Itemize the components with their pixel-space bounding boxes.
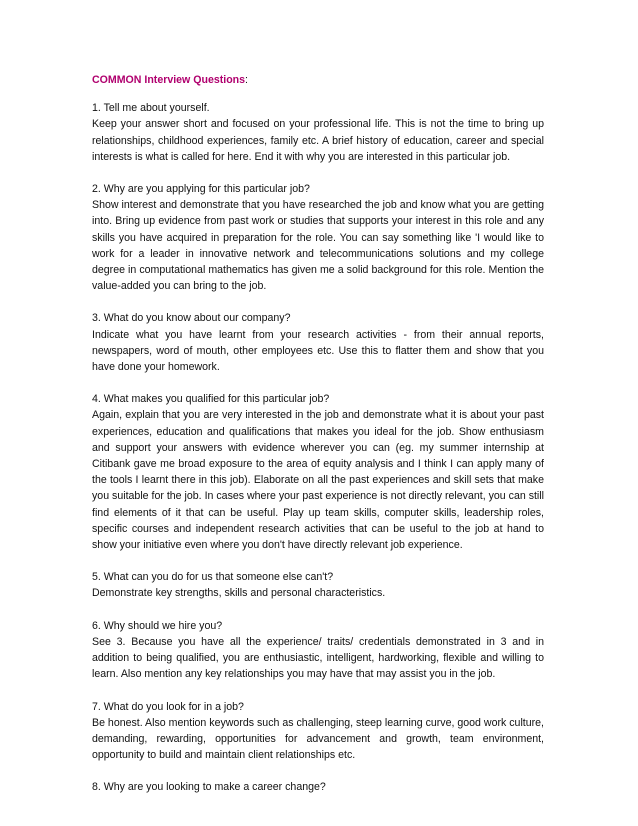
answer-text: Be honest. Also mention keywords such as challenging, steep learning curve, good work culture, demanding, rewarding, opportunities for advancement and growth, team environment, opportunity to build and maintain client relationships etc. [92, 716, 544, 762]
heading-title: COMMON Interview Questions [92, 74, 246, 86]
question-text: 2. Why are you applying for this particular job? [92, 183, 310, 196]
question-block [92, 391, 544, 553]
answer-text: Indicate what you have learnt from your research activities - from their annual reports, newspapers, word of mouth, other employees etc. Use this to flatter them and show that you have done your homework. [92, 328, 544, 374]
question-text: 8. Why are you looking to make a career change? [92, 781, 326, 794]
document-page [92, 72, 544, 812]
heading-colon: : [245, 74, 248, 86]
question-block [92, 100, 544, 165]
question-block [92, 699, 544, 764]
answer-text: Again, explain that you are very interested in the job and demonstrate what it is about your past experiences, education and qualifications that makes you ideal for the job. Show enthusiasm and support your answers with evidence wherever you can (eg. my summer internship at Citibank gave me broad exposure to the area of equity analysis and I think I can apply many of the tools I learnt there in this job). Elaborate on all the past experiences and skill sets that make you suitable for the job. In cases where your past experience is not directly relevant, you can still find elements of it that can be useful. Play up team skills, computer skills, leadership roles, specific courses and independent research activities that can be useful to the job at hand to show your initiative even where you don't have directly relevant job experience. [92, 409, 544, 552]
question-block [92, 779, 544, 795]
question-text: 6. Why should we hire you? [92, 619, 223, 632]
question-block [92, 618, 544, 683]
question-text: 7. What do you look for in a job? [92, 700, 244, 713]
answer-text: See 3. Because you have all the experience/ traits/ credentials demonstrated in 3 and in addition to being qualified, you are enthusiastic, intelligent, hardworking, flexible and willing to learn. Also mention any key relationships you may have that may assist you in the job. [92, 635, 544, 681]
answer-text: Show interest and demonstrate that you have researched the job and know what you are getting into. Bring up evidence from past work or studies that supports your interest in this role and any skills you have acquired in preparation for the role. You can say something like 'I would like to work for a leader in innovative network and telecommunications solutions and my college degree in computational mathematics has given me a solid background for this role. Mention the value-added you can bring to the job. [92, 199, 544, 293]
question-block [92, 181, 544, 294]
question-text: 1. Tell me about yourself. [92, 102, 210, 115]
answer-text: Demonstrate key strengths, skills and personal characteristics. [92, 587, 386, 600]
question-text: 4. What makes you qualified for this particular job? [92, 393, 330, 406]
question-text: 5. What can you do for us that someone else can't? [92, 571, 334, 584]
question-block [92, 569, 544, 601]
question-text: 3. What do you know about our company? [92, 312, 291, 325]
answer-text: Keep your answer short and focused on your professional life. This is not the time to bring up relationships, childhood experiences, family etc. A brief history of education, career and special interests is what is called for here. End it with why you are interested in this particular job. [92, 118, 544, 163]
page-heading [92, 72, 544, 88]
question-block [92, 310, 544, 375]
